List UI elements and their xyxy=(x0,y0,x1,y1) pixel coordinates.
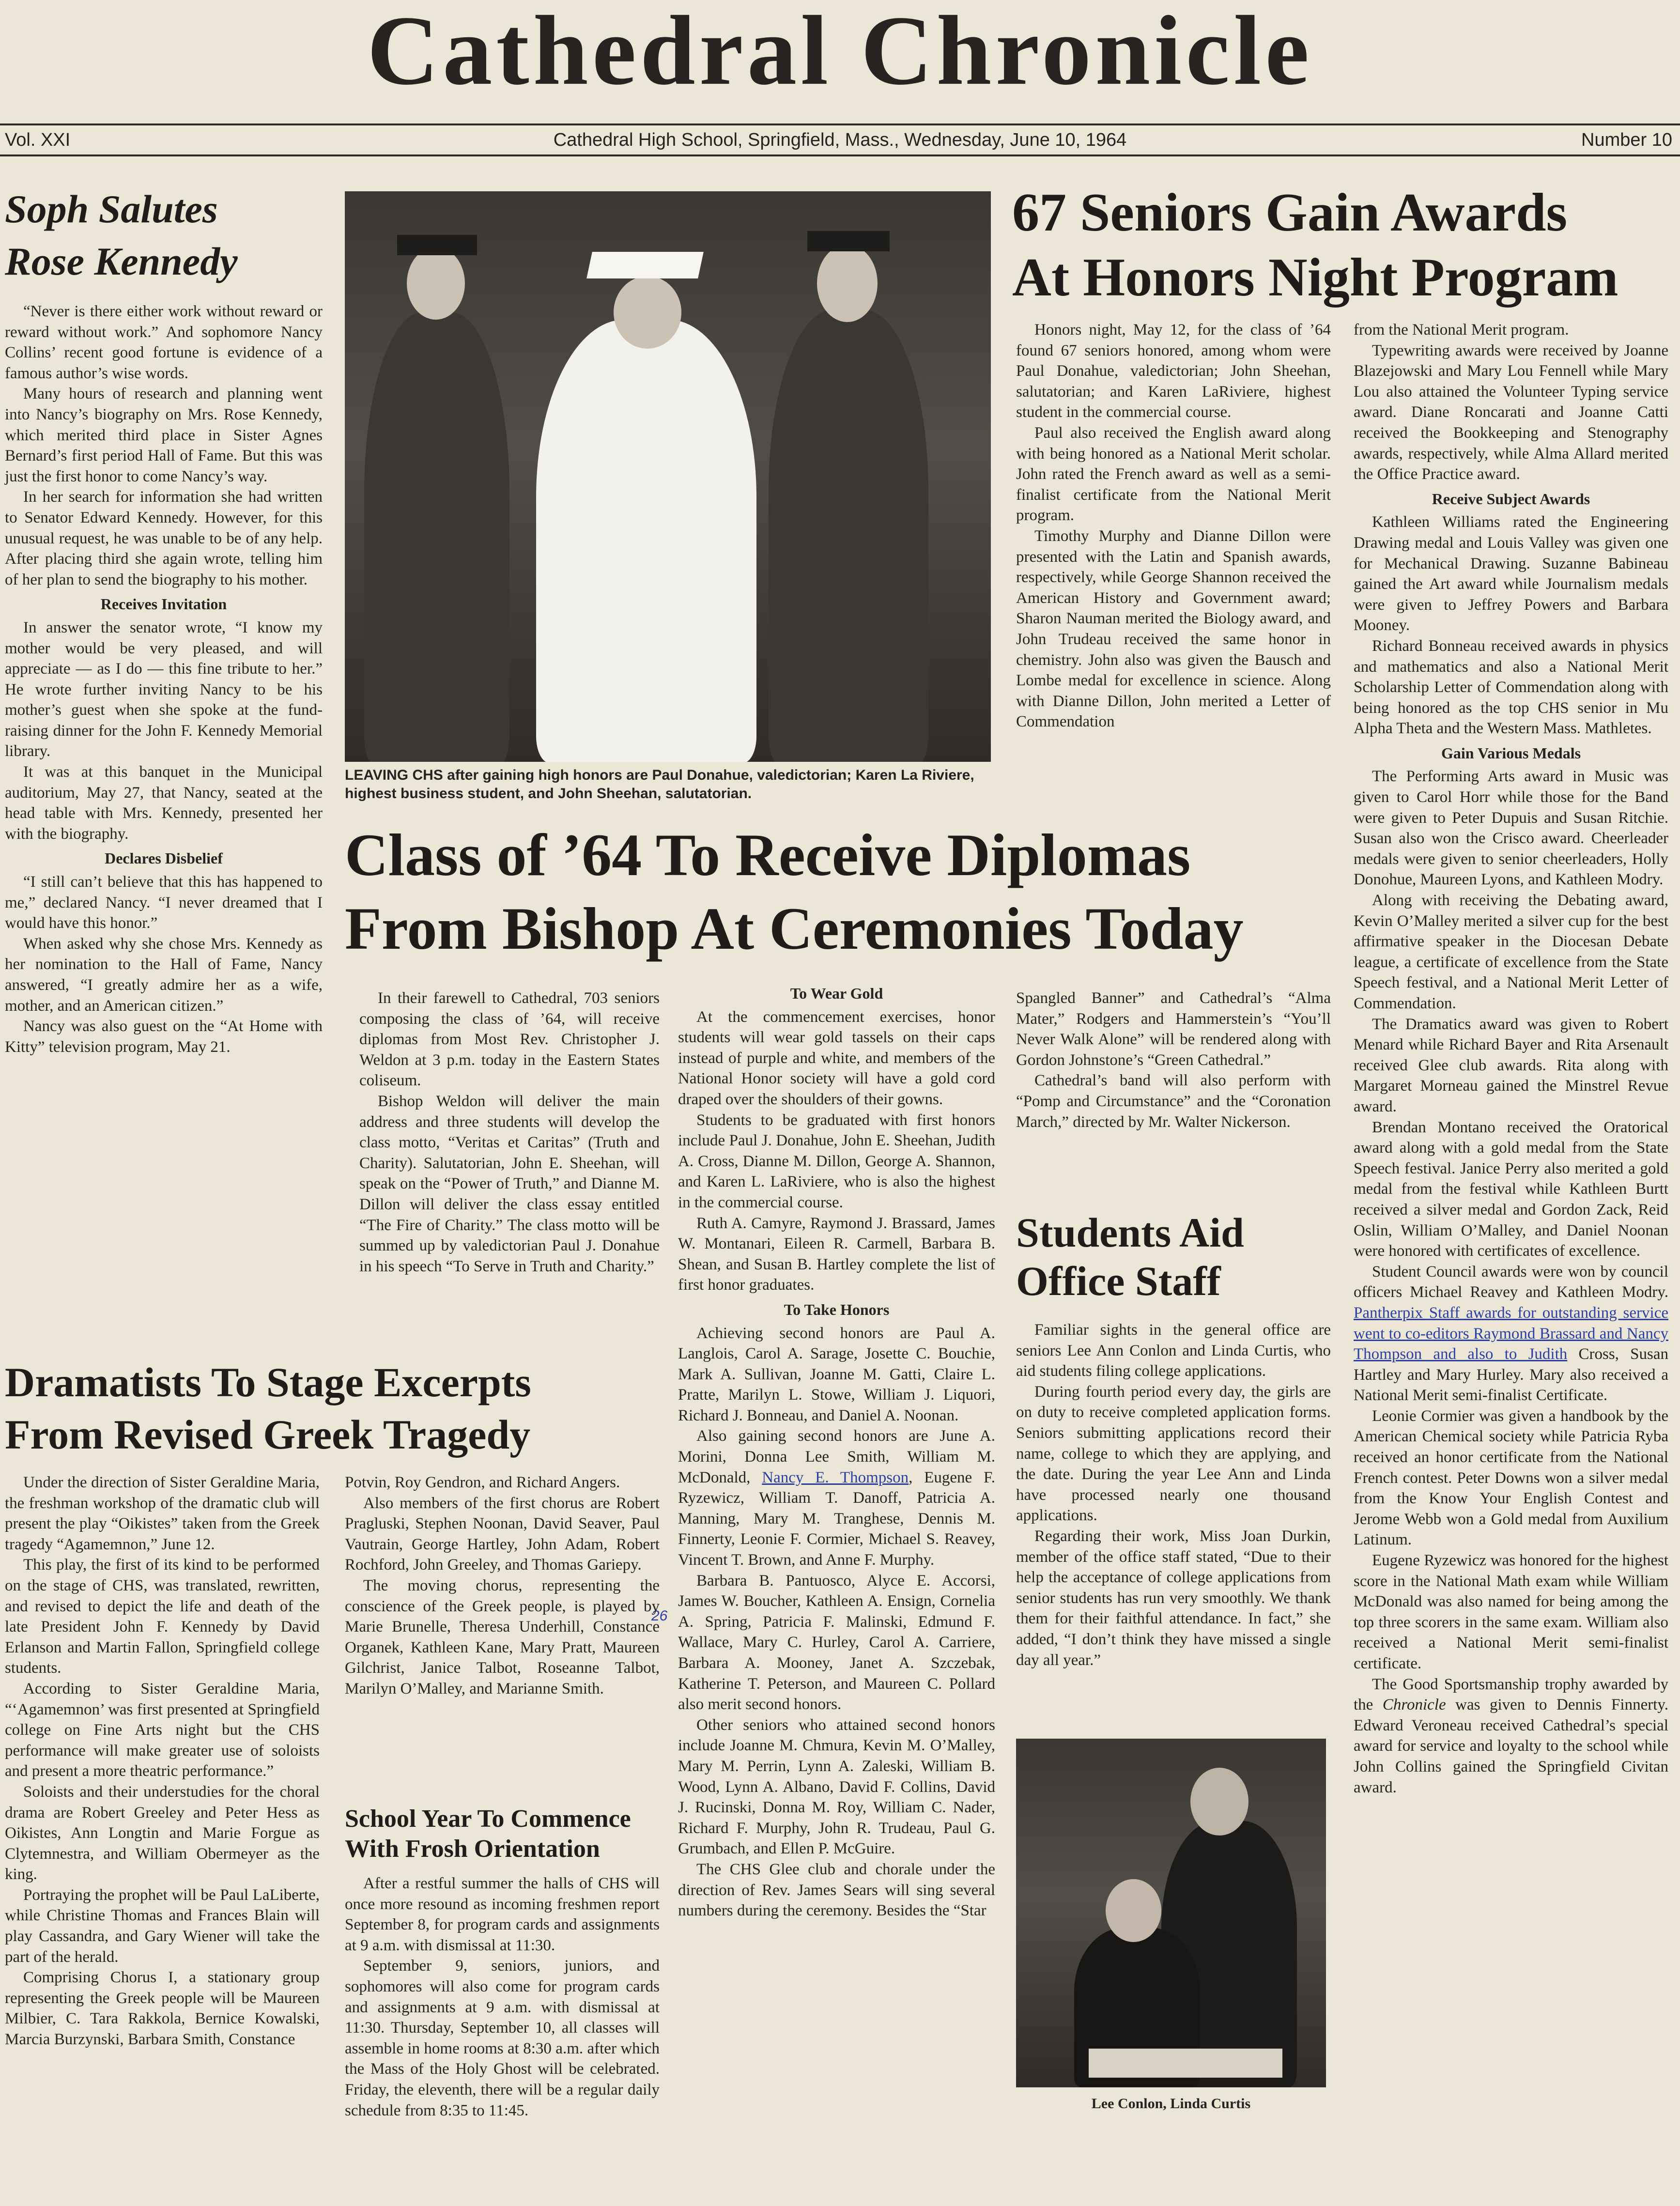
graduate-right-cap xyxy=(807,231,890,251)
paragraph: Portraying the prophet will be Paul LaLiberte, while Christine Thomas and Frances Blain will play Cassandra, and Gary Wiener will take the part of the herald. xyxy=(5,1886,320,1966)
paragraph: Familiar sights in the general office are seniors Lee Ann Conlon and Linda Curtis, who aid students filing college applications. xyxy=(1016,1321,1331,1380)
diplomas-headline-line-1: Class of ’64 To Receive Diplomas xyxy=(345,822,1191,888)
paragraph: Spangled Banner” and Cathedral’s “Alma Mater,” Rodgers and Hammerstein’s “You’ll Never Walk Alone” will be rendered along with Gordon Johnstone’s “Green Cathedral.” xyxy=(1016,989,1331,1069)
dateline-center: Cathedral High School, Springfield, Mass., Wednesday, June 10, 1964 xyxy=(553,130,1127,150)
paragraph: When asked why she chose Mrs. Kennedy as her nomination to the Hall of Fame, Nancy answered, “I greatly admire her as a wife, mother, and an American citizen.” xyxy=(5,935,323,1015)
drama-headline-line-1: Dramatists To Stage Excerpts xyxy=(5,1359,531,1405)
paragraph: During fourth period every day, the girls are on duty to receive completed application forms. Seniors submitting applications record their name, college to which they are applying, and the date. During the year Lee Ann and Linda have processed nearly one thousand applications. xyxy=(1016,1383,1331,1525)
paragraph: Soloists and their understudies for the choral drama are Robert Greeley and Peter Hess as Oikistes, Ann Longtin and Marie Forgue as Clytemnestra, and William Obermeyer as the king. xyxy=(5,1783,320,1883)
paragraph: Potvin, Roy Gendron, and Richard Angers. xyxy=(345,1474,620,1491)
paragraph: Under the direction of Sister Geraldine Maria, the freshman workshop of the dramatic club will present the play “Oikistes” taken from the Greek tragedy “Agamemnon,” June 12. xyxy=(5,1474,320,1553)
subheading: Gain Various Medals xyxy=(1441,744,1581,762)
chronicle-italic: Chronicle xyxy=(1382,1696,1446,1714)
paragraph: Timothy Murphy and Dianne Dillon were presented with the Latin and Spanish awards, respectively, while George Shannon received the American History and Government award; Sharon Nauman merited the Biology award, and John Trudeau received the same honor in chemistry. John also was given the Bausch and Lombe medal for excellence in science. Along with Dianne Dillon, John merited a Letter of Commendation xyxy=(1016,527,1331,731)
subheading: To Take Honors xyxy=(784,1300,890,1318)
paragraph: Nancy was also guest on the “At Home with Kitty” television program, May 21. xyxy=(5,1018,323,1056)
drama-column-1 xyxy=(5,1472,320,2050)
paragraph: “I still can’t believe that this has happened to me,” declared Nancy. “I never dreamed that I would have this honor.” xyxy=(5,873,323,932)
paragraph: The Dramatics award was given to Robert Menard while Richard Bayer and Rita Arsenault received Glee club awards. Rita along with Margaret Morneau gained the Minstrel Revue award. xyxy=(1354,1015,1668,1115)
awards-headline xyxy=(1012,180,1676,310)
paragraph: The Performing Arts award in Music was given to Carol Horr while those for the Band were given to Peter Dupuis and Susan Ritchie. Susan also won the Crisco award. Cheerleader medals were given to senior cheerleaders, Holly Donohue, Maureen Lyons, and Kathleen Modry. xyxy=(1354,768,1668,889)
paragraph: Eugene Ryzewicz was honored for the highest score in the National Math exam while William McDonald was also named for being among the top three scorers in the same exam. William also received a National Merit semi-finalist certificate. xyxy=(1354,1552,1668,1672)
ink-underlined-name: Nancy E. Thompson xyxy=(762,1468,909,1486)
paragraph: In answer the senator wrote, “I know my mother would be very pleased, and will appreciate — as I do — this fine tribute to her.” He wrote further inviting Nancy to be his mother’s guest when she spoke at the fund-raising dinner for the John F. Kennedy Memorial library. xyxy=(5,618,323,760)
paragraph xyxy=(1354,1674,1668,1798)
paragraph: This play, the first of its kind to be performed on the stage of CHS, was translated, rewritten, and revised to depict the life and death of the late President John F. Kennedy by David Erlanson and Martin Fallon, Springfield college students. xyxy=(5,1556,320,1677)
diplomas-column-1 xyxy=(359,988,660,1277)
office-headline xyxy=(1016,1208,1331,1305)
awards-headline-line-2: At Honors Night Program xyxy=(1012,247,1618,308)
paragraph: Leonie Cormier was given a handbook by the American Chemical society while Patricia Ryba received an honor certificate from the National French contest. Peter Downs won a silver medal from the Know Your English Contest and Jerome Webb won a Gold medal from Auxilium Latinum. xyxy=(1354,1407,1668,1549)
school-year-body xyxy=(345,1873,660,2121)
issue-number: Number 10 xyxy=(1581,130,1672,150)
soph-headline-line-1: Soph Salutes xyxy=(5,187,218,231)
school-year-headline-line-2: With Frosh Orientation xyxy=(345,1835,600,1863)
paragraph: After a restful summer the halls of CHS will once more resound as incoming freshmen report September 8, for program cards and assignments at 9 a.m. with dismissal at 11:30. xyxy=(345,1875,660,1954)
diplomas-headline xyxy=(345,818,1342,966)
graduate-center-head xyxy=(614,276,681,349)
paragraph: Cathedral’s band will also perform with “Pomp and Circumstance” and the “Coronation March,” directed by Mr. Walter Nickerson. xyxy=(1016,1072,1331,1131)
paragraph: Bishop Weldon will deliver the main address and three students will develop the class motto, “Veritas et Caritas” (Truth and Charity). Salutatorian, John E. Sheehan, will speak on the “Power of Truth,” and Dianne M. Dillon will deliver the class essay entitled “The Fire of Charity.” The class motto will be summed up by valedictorian Paul J. Donahue in his speech “To Serve in Truth and Charity.” xyxy=(359,1092,660,1275)
also-text-end: , Eugene F. Ryzewicz, William T. Danoff, Patricia A. Manning, Mary M. Tranghese, Dennis M. Finnerty, Leonie F. Cormier, Michael S. Reavey, Vincent T. Brown, and Anne F. Murphy. xyxy=(678,1468,996,1569)
council-text: Student Council awards were won by council officers Michael Reavey and Kathleen Modry. xyxy=(1354,1263,1668,1301)
awards-column-2 xyxy=(1354,320,1668,1798)
diplomas-headline-line-2: From Bishop At Ceremonies Today xyxy=(345,895,1244,962)
paragraph: Many hours of research and planning went into Nancy’s biography on Mrs. Rose Kennedy, which merited third place in Sister Agnes Bernard’s first period Hall of Fame. But this was just the first honor to come Nancy’s way. xyxy=(5,385,323,485)
paragraph: Paul also received the English award along with being honored as a National Merit scholar. John rated the French award as well as a semi-finalist certificate from the National Merit program. xyxy=(1016,424,1331,525)
margin-handwritten-mark: 26 xyxy=(651,1608,668,1624)
paragraph: Brendan Montano received the Oratorical award along with a gold medal from the State Speech festival. Janice Perry also merited a gold medal from the festival while Kathleen Burtt received a silver medal and Gordon Zack, Reid Oslin, William O’Malley, and Daniel Noonan were honored with certificates of excellence. xyxy=(1354,1118,1668,1260)
also-text: Also gaining second honors are June A. Morini, Donna Lee Smith, William M. McDonald, xyxy=(678,1427,995,1486)
office-body xyxy=(1016,1320,1331,1670)
soph-body xyxy=(5,301,323,1057)
soph-article xyxy=(5,183,323,1057)
soph-headline-line-2: Rose Kennedy xyxy=(5,239,238,283)
girl-seated-head xyxy=(1106,1879,1161,1942)
paragraph xyxy=(1354,1262,1668,1406)
office-staff-photo xyxy=(1016,1739,1326,2087)
awards-column-1 xyxy=(1016,320,1331,732)
soph-headline xyxy=(5,183,323,288)
subheading: Receives Invitation xyxy=(100,595,227,613)
paragraph: Barbara B. Pantuosco, Alyce E. Accorsi, James W. Boucher, Kathleen A. Ensign, Cornelia A. Spring, Patricia F. Malinski, Edmund F. Wallace, Mary C. Hurley, Carol A. Carriere, Barbara A. Mooney, Janet A. Szczebak, Katherine T. Peterson, and Maureen C. Pollard also merit second honors. xyxy=(678,1572,995,1713)
subheading: To Wear Gold xyxy=(790,985,883,1002)
desk-papers xyxy=(1089,2049,1282,2078)
paragraph: Ruth A. Camyre, Raymond J. Brassard, James W. Montanari, Eileen R. Carmell, Barbara B. Shean, and Susan B. Hartley complete the list of first honor graduates. xyxy=(678,1214,995,1294)
paragraph: from the National Merit program. xyxy=(1354,321,1569,339)
paragraph: The CHS Glee club and chorale under the direction of Rev. James Sears will sing several numbers during the ceremony. Besides the “Star xyxy=(678,1860,995,1920)
graduate-left-head xyxy=(407,247,465,320)
paragraph: Comprising Chorus I, a stationary group representing the Greek people will be Maureen Milbier, C. Tara Rakkola, Bernice Kowalski, Marcia Burzynski, Barbara Smith, Constance xyxy=(5,1969,320,2049)
graduate-center-figure xyxy=(536,320,756,762)
paragraph: The moving chorus, representing the conscience of the Greek people, is played by Marie Brunelle, Theresa Underhill, Constance Organek, Kathleen Kane, Mary Pratt, Maureen Gilchrist, Janice Talbot, Roseanne Talbot, Marilyn O’Malley, and Marianne Smith. xyxy=(345,1576,660,1697)
diplomas-column-2 xyxy=(678,983,995,1921)
paragraph: At the commencement exercises, honor students will wear gold tassels on their caps instead of purple and white, and members of the National Honor society will have a gold cord draped over the shoulders of their gowns. xyxy=(678,1008,995,1108)
paragraph: In her search for information she had written to Senator Edward Kennedy. However, for this unusual request, he was unable to be of any help. After placing third she again wrote, telling him of her plan to send the biography to his mother. xyxy=(5,488,323,588)
paragraph: Regarding their work, Miss Joan Durkin, member of the office staff stated, “Due to their help the acceptance of college applications from senior students has run very smoothly. We thank them for their faithful attendance. In fact,” she added, “I don’t think they have missed a single day all year.” xyxy=(1016,1527,1331,1669)
volume-label: Vol. XXI xyxy=(5,130,71,150)
girl-standing-head xyxy=(1190,1768,1248,1836)
ink-underlined-text: Pantherpix Staff awards for outstanding service went to co-editors Raymond Brassard and Nancy Thompson and also to Judith xyxy=(1354,1304,1668,1363)
paragraph: Also members of the first chorus are Robert Pragluski, Stephen Noonan, David Seaver, Paul Vautrain, George Hartley, John Adam, Robert Rochford, John Greeley, and Thomas Gariepy. xyxy=(345,1494,660,1574)
graduate-left-figure xyxy=(364,312,509,762)
sportsmanship-text: The Good Sportsmanship trophy awarded by the xyxy=(1354,1675,1668,1714)
council-text-end: Cross, Susan Hartley and Mary Hurley. Mary also received a National Merit semi-finalist Certificate. xyxy=(1354,1345,1668,1404)
graduate-center-cap xyxy=(586,252,704,278)
dateline xyxy=(0,123,1680,156)
sportsmanship-text-end: was given to Dennis Finnerty. Edward Veroneau received Cathedral’s special award for service and loyalty to the school while John Collins gained the Springfield Civitan award. xyxy=(1354,1696,1668,1796)
awards-headline-line-1: 67 Seniors Gain Awards xyxy=(1012,183,1568,243)
graduate-left-cap xyxy=(397,235,477,255)
paragraph: Along with receiving the Debating award, Kevin O’Malley merited a silver cup for the best affirmative speaker in the Diocesan Debate league, a certificate of excellence from the State Speech festival, and a National Merit Letter of Commendation. xyxy=(1354,892,1668,1012)
subheading: Receive Subject Awards xyxy=(1432,490,1590,508)
paragraph: Other seniors who attained second honors include Joanne M. Chmura, Kevin M. O’Malley, Mary M. Perrin, Lynn A. Zaleski, William B. Wood, Lynn A. Albano, David F. Collins, David J. Rucinski, Donna M. Roy, William C. Nader, Richard F. Murphy, John R. Trudeau, Paul G. Grumbach, and Ellen P. McGuire. xyxy=(678,1716,995,1858)
paragraph: “Never is there either work without reward or reward without work.” And sophomore Nancy Collins’ recent good fortune is evidence of a famous author’s wise words. xyxy=(5,303,323,382)
graduates-photo-caption: LEAVING CHS after gaining high honors are Paul Donahue, valedictorian; Karen La Riviere, highest business student, and John Sheehan, salutatorian. xyxy=(345,767,974,802)
school-year-headline xyxy=(345,1804,660,1864)
drama-headline xyxy=(5,1356,644,1461)
office-photo-caption: Lee Conlon, Linda Curtis xyxy=(1091,2096,1251,2112)
paragraph xyxy=(678,1426,995,1570)
diplomas-column-3 xyxy=(1016,988,1331,1132)
drama-headline-line-2: From Revised Greek Tragedy xyxy=(5,1411,531,1458)
office-headline-line-1: Students Aid xyxy=(1016,1209,1244,1256)
paragraph: Honors night, May 12, for the class of ’64 found 67 seniors honored, among whom were Paul Donahue, valedictorian; John Sheehan, salutatorian; and Karen LaRiviere, highest student in the commercial course. xyxy=(1016,321,1331,421)
graduate-right-figure xyxy=(769,310,928,762)
paragraph: September 9, seniors, juniors, and sophomores will also come for program cards and assignments at 9 a.m. with dismissal at 11:30. Thursday, September 10, all classes will assemble in home rooms at 8:30 a.m. after which the Mass of the Holy Ghost will be celebrated. Friday, the eleventh, there will be a regular daily schedule from 8:35 to 11:45. xyxy=(345,1957,660,2119)
school-year-headline-line-1: School Year To Commence xyxy=(345,1805,631,1833)
paragraph: Kathleen Williams rated the Engineering Drawing medal and Louis Valley was given one for Mechanical Drawing. Suzanne Babineau gained the Art award while Journalism medals were given to Jeffrey Powers and Barbara Mooney. xyxy=(1354,513,1668,634)
graduates-photo xyxy=(345,191,991,762)
subheading: Declares Disbelief xyxy=(105,849,223,867)
office-headline-line-2: Office Staff xyxy=(1016,1258,1221,1304)
graduate-right-head xyxy=(817,245,878,322)
paragraph: In their farewell to Cathedral, 703 seniors composing the class of ’64, will receive diplomas from Most Rev. Christopher J. Weldon at 3 p.m. today in the Eastern States coliseum. xyxy=(359,989,660,1090)
paragraph: According to Sister Geraldine Maria, “‘Agamemnon’ was first presented at Springfield college on Fine Arts night but the CHS performance will make greater use of soloists and present a more theatric performance.” xyxy=(5,1680,320,1780)
paragraph: Typewriting awards were received by Joanne Blazejowski and Mary Lou Fennell while Mary Lou also attained the Volunteer Typing service award. Diane Roncarati and Joanne Catti received the Bookkeeping and Stenography awards, respectively, while Alma Allard merited the Office Practice award. xyxy=(1354,341,1668,483)
paragraph: Achieving second honors are Paul A. Langlois, Carol A. Sarage, Josette C. Bouchie, Mark A. Sullivan, Joanne M. Gatti, Claire L. Pratte, Marilyn L. Stowe, William J. Liquori, Richard J. Bonneau, and Daniel A. Noonan. xyxy=(678,1324,995,1424)
paragraph: It was at this banquet in the Municipal auditorium, May 27, that Nancy, seated at the head table with Mrs. Kennedy, presented her with the biography. xyxy=(5,763,323,843)
drama-column-2 xyxy=(345,1472,660,1699)
paragraph: Richard Bonneau received awards in physics and mathematics and also a National Merit Scholarship Letter of Commendation along with being honored as the top CHS senior in Mu Alpha Theta and the Western Mass. Mathletes. xyxy=(1354,637,1668,738)
masthead-title: Cathedral Chronicle xyxy=(367,0,1313,106)
paragraph: Students to be graduated with first honors include Paul J. Donahue, John E. Sheehan, Judith A. Cross, Dianne M. Dillon, George A. Shannon, and Karen L. LaRiviere, who is also the highest in the commercial course. xyxy=(678,1111,995,1211)
